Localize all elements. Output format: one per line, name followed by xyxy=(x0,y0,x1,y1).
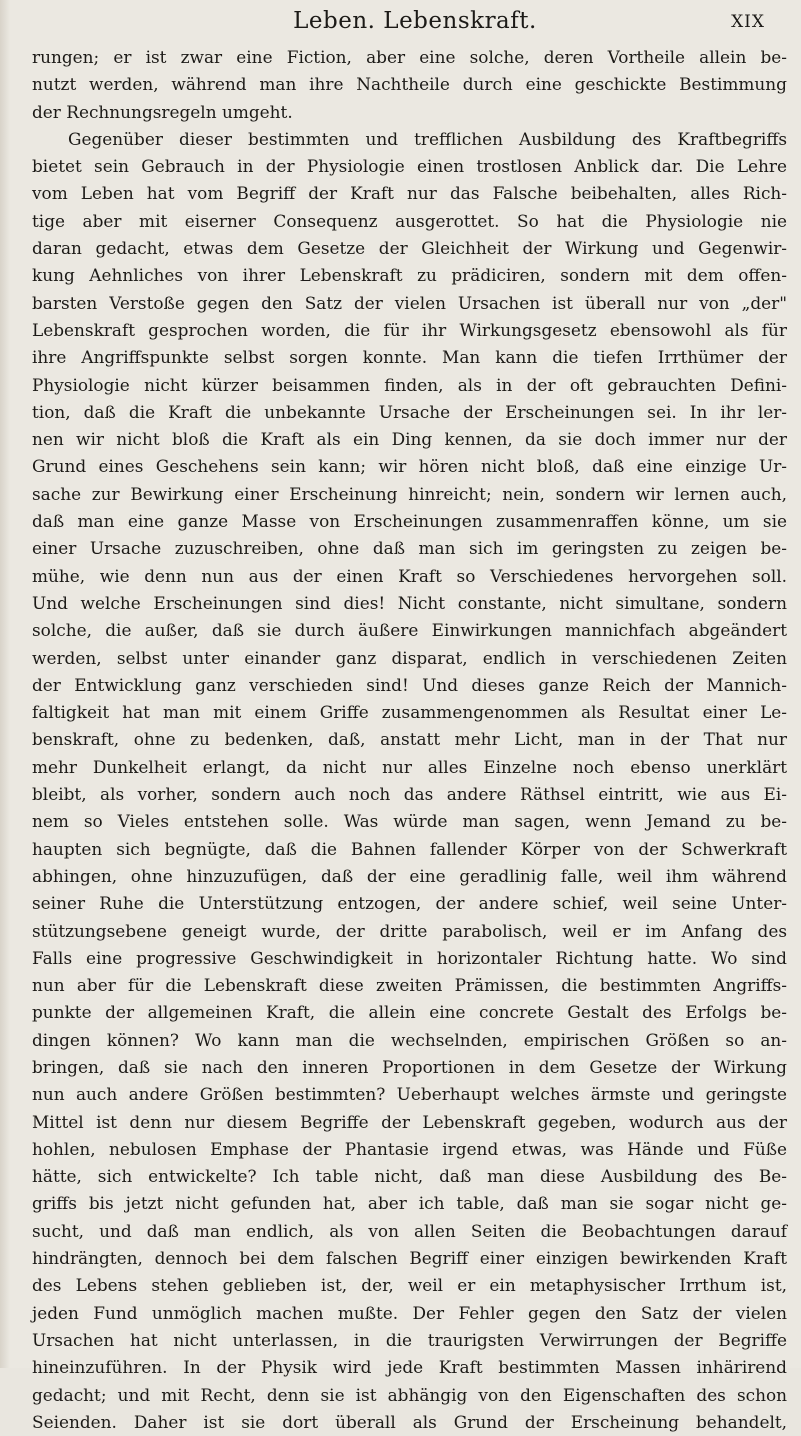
text-line: ihre Angriffspunkte selbst sorgen konnte. Man kann die tiefen Irrthümer der xyxy=(32,347,787,368)
running-head: Leben. Lebenskraft. xyxy=(293,8,537,34)
text-line: seiner Ruhe die Unterstützung entzogen, der andere schief, weil seine Unter- xyxy=(32,893,787,914)
text-line: nen wir nicht bloß die Kraft als ein Ding kennen, da sie doch immer nur der xyxy=(32,429,787,450)
text-line: Seienden. Daher ist sie dort überall als Grund der Erscheinung behandelt, xyxy=(32,1411,787,1432)
text-line: Grund eines Geschehens sein kann; wir hören nicht bloß, daß eine einzige Ur- xyxy=(32,456,787,477)
text-line: barsten Verstoße gegen den Satz der vielen Ursachen ist überall nur von „der" xyxy=(32,292,787,313)
text-line: Falls eine progressive Geschwindigkeit in horizontaler Richtung hatte. Wo sind xyxy=(32,947,787,968)
text-line: vom Leben hat vom Begriff der Kraft nur das Falsche beibehalten, alles Rich- xyxy=(32,183,787,204)
text-line: Gegenüber dieser bestimmten und trefflichen Ausbildung des Kraftbegriffs xyxy=(68,128,787,149)
text-line: nem so Vieles entstehen solle. Was würde man sagen, wenn Jemand zu be- xyxy=(32,811,787,832)
body-text xyxy=(32,44,787,1436)
text-line: haupten sich begnügte, daß die Bahnen fallender Körper von der Schwerkraft xyxy=(32,838,787,859)
text-line: hätte, sich entwickelte? Ich table nicht, daß man diese Ausbildung des Be- xyxy=(32,1166,787,1187)
text-line: bleibt, als vorher, sondern auch noch das andere Räthsel eintritt, wie aus Ei- xyxy=(32,784,787,805)
text-line: faltigkeit hat man mit einem Griffe zusammengenommen als Resultat einer Le- xyxy=(32,702,787,723)
page-header xyxy=(0,8,801,48)
text-line: rungen; er ist zwar eine Fiction, aber eine solche, deren Vortheile allein be- xyxy=(32,47,787,67)
text-line: hohlen, nebulosen Emphase der Phantasie irgend etwas, was Hände und Füße xyxy=(32,1138,787,1159)
text-line: benskraft, ohne zu bedenken, daß, anstatt mehr Licht, man in der That nur xyxy=(32,729,787,750)
text-line: nutzt werden, während man ihre Nachtheile durch eine geschickte Bestimmung xyxy=(32,74,787,95)
text-line: punkte der allgemeinen Kraft, die allein eine concrete Gestalt des Erfolgs be- xyxy=(32,1002,787,1023)
text-line: tion, daß die Kraft die unbekannte Ursache der Erscheinungen sei. In ihr ler- xyxy=(32,401,787,422)
text-line: des Lebens stehen geblieben ist, der, weil er ein metaphysischer Irrthum ist, xyxy=(32,1275,787,1296)
text-line: stützungsebene geneigt wurde, der dritte parabolisch, weil er im Anfang des xyxy=(32,920,787,941)
text-line: der Rechnungsregeln umgeht. xyxy=(32,101,293,122)
text-line: mehr Dunkelheit erlangt, da nicht nur alles Einzelne noch ebenso unerklärt xyxy=(32,756,787,777)
text-line: jeden Fund unmöglich machen mußte. Der Fehler gegen den Satz der vielen xyxy=(32,1302,787,1323)
text-line: Mittel ist denn nur diesem Begriffe der Lebenskraft gegeben, wodurch aus der xyxy=(32,1111,787,1132)
text-line: nun auch andere Größen bestimmten? Ueberhaupt welches ärmste und geringste xyxy=(32,1084,787,1105)
text-line: Ursachen hat nicht unterlassen, in die traurigsten Verwirrungen der Begriffe xyxy=(32,1329,787,1350)
text-line: bringen, daß sie nach den inneren Proportionen in dem Gesetze der Wirkung xyxy=(32,1056,787,1077)
page-number: XIX xyxy=(731,12,765,32)
text-line: Physiologie nicht kürzer beisammen finden, als in der oft gebrauchten Defini- xyxy=(32,374,787,395)
text-line: der Entwicklung ganz verschieden sind! Und dieses ganze Reich der Mannich- xyxy=(32,674,787,695)
text-line: hineinzuführen. In der Physik wird jede Kraft bestimmten Massen inhärirend xyxy=(32,1357,787,1378)
text-line: solche, die außer, daß sie durch äußere Einwirkungen mannichfach abgeändert xyxy=(32,620,787,641)
text-line: sucht, und daß man endlich, als von allen Seiten die Beobachtungen darauf xyxy=(32,1220,787,1241)
text-line: einer Ursache zuzuschreiben, ohne daß man sich im geringsten zu zeigen be- xyxy=(32,538,787,559)
text-line: bietet sein Gebrauch in der Physiologie einen trostlosen Anblick dar. Die Lehre xyxy=(32,156,787,177)
text-line: daran gedacht, etwas dem Gesetze der Gleichheit der Wirkung und Gegenwir- xyxy=(32,238,787,259)
text-line: Lebenskraft gesprochen worden, die für ihr Wirkungsgesetz ebensowohl als für xyxy=(32,319,787,340)
text-line: abhingen, ohne hinzuzufügen, daß der eine geradlinig falle, weil ihm während xyxy=(32,865,787,886)
text-line: mühe, wie denn nun aus der einen Kraft so Verschiedenes hervorgehen soll. xyxy=(32,565,787,586)
text-line: tige aber mit eiserner Consequenz ausgerottet. So hat die Physiologie nie xyxy=(32,210,787,231)
text-line: nun aber für die Lebenskraft diese zweiten Prämissen, die bestimmten Angriffs- xyxy=(32,975,787,996)
text-line: werden, selbst unter einander ganz disparat, endlich in verschiedenen Zeiten xyxy=(32,647,787,668)
text-line: kung Aehnliches von ihrer Lebenskraft zu prädiciren, sondern mit dem offen- xyxy=(32,265,787,286)
text-line: hindrängten, dennoch bei dem falschen Begriff einer einzigen bewirkenden Kraft xyxy=(32,1248,787,1269)
text-line: daß man eine ganze Masse von Erscheinungen zusammenraffen könne, um sie xyxy=(32,511,787,532)
text-line: gedacht; und mit Recht, denn sie ist abhängig von den Eigenschaften des schon xyxy=(32,1384,787,1405)
text-line: griffs bis jetzt nicht gefunden hat, aber ich table, daß man sie sogar nicht ge- xyxy=(32,1193,787,1214)
text-line: sache zur Bewirkung einer Erscheinung hinreicht; nein, sondern wir lernen auch, xyxy=(32,483,787,504)
page-gutter-shadow xyxy=(0,0,10,1368)
text-line: Und welche Erscheinungen sind dies! Nicht constante, nicht simultane, sondern xyxy=(32,592,787,613)
text-line: dingen können? Wo kann man die wechselnden, empirischen Größen so an- xyxy=(32,1029,787,1050)
